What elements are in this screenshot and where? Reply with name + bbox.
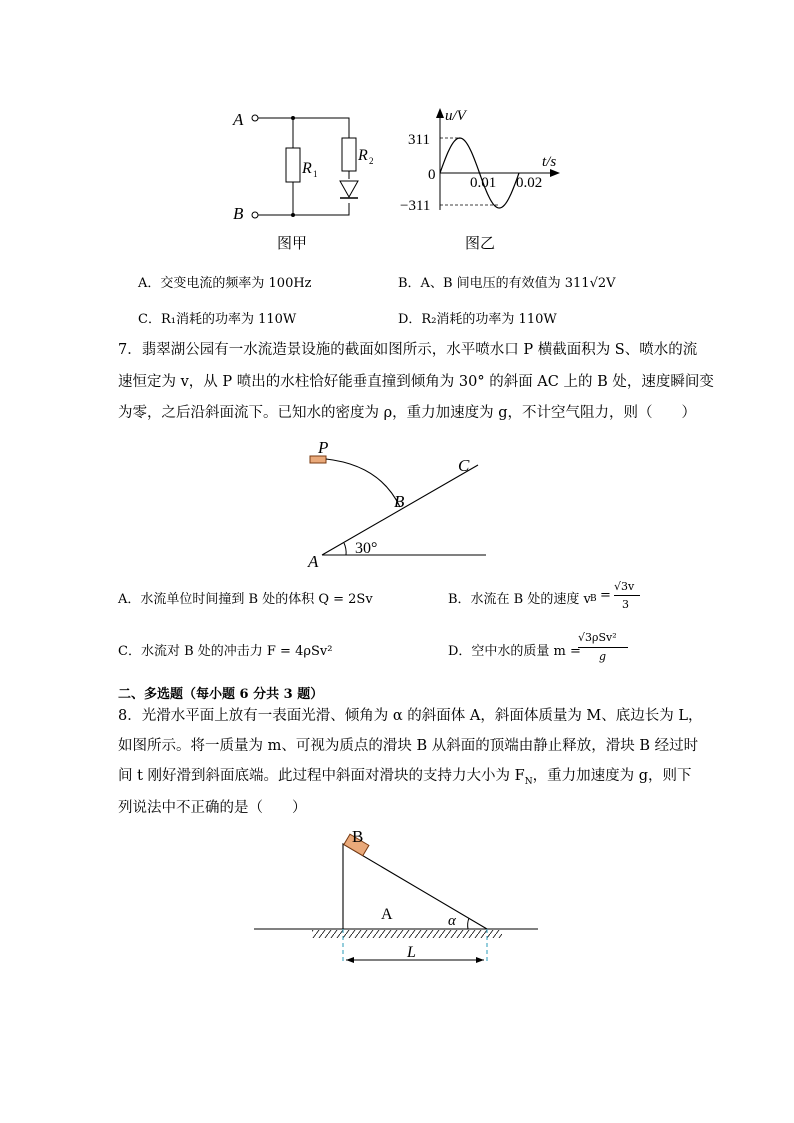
q7-option-d-numerator: √3ρSv²: [578, 631, 617, 644]
r1-subscript: 1: [313, 169, 318, 179]
q8-stem-line-3: [118, 764, 691, 795]
label-length-l: L: [407, 944, 416, 961]
x-tick-label-1: 0.01: [470, 175, 497, 191]
q6-option-d: D．R₂消耗的功率为 110W: [398, 312, 557, 327]
q6-option-c: C．R₁消耗的功率为 110W: [138, 312, 297, 327]
water-trajectory: [326, 459, 400, 507]
label-p: P: [318, 438, 329, 457]
terminal-b-label: B: [233, 204, 244, 223]
q8-stem-line-3-subscript: N: [524, 776, 533, 787]
diode-icon: [340, 181, 358, 197]
q7-option-b-text: B．水流在 B 处的速度 v: [448, 592, 591, 607]
figure-caption-a: 图甲: [277, 234, 308, 252]
terminal-a: [252, 115, 258, 121]
label-wedge-a: A: [381, 906, 393, 923]
q7-option-b-denominator: 3: [622, 598, 629, 611]
resistor-r2: [342, 138, 356, 171]
x-axis-label: t/s: [542, 154, 557, 170]
y-axis-label: u/V: [445, 108, 466, 124]
q7-stem-line-3: 为零，之后沿斜面流下。已知水的密度为 ρ，重力加速度为 g，不计空气阻力，则（ ）: [118, 405, 697, 421]
x-axis-arrow-icon: [550, 169, 560, 177]
x-tick-label-2: 0.02: [516, 175, 543, 191]
q7-stem-line-2: 速恒定为 v，从 P 喷出的水柱恰好能垂直撞到倾角为 30° 的斜面 AC 上的 B 处，速度瞬间变: [118, 374, 714, 390]
q7-option-c: C．水流对 B 处的冲击力 F = 4ρSv²: [118, 644, 333, 659]
y-min-label: −311: [400, 198, 431, 214]
q7-option-b-numerator: √3v: [614, 580, 635, 593]
section-heading: 二、多选题（每小题 6 分共 3 题）: [118, 687, 324, 702]
y-axis-arrow-icon: [436, 108, 444, 118]
q7-option-a: A．水流单位时间撞到 B 处的体积 Q = 2Sv: [118, 592, 373, 607]
q7-option-b-subscript: B: [590, 594, 597, 604]
q7-option-d-denominator: g: [599, 650, 607, 663]
r2-subscript: 2: [369, 156, 374, 166]
q6-option-a: A．交变电流的频率为 100Hz: [138, 276, 312, 291]
floor-hatching: [312, 930, 502, 938]
label-c: C: [458, 456, 470, 475]
label-a: A: [308, 552, 319, 571]
angle-label: 30°: [355, 540, 378, 557]
q8-stem-line-3-text: 间 t 刚好滑到斜面底端。此过程中斜面对滑块的支持力大小为 F: [118, 768, 525, 784]
q8-incline-diagram: [250, 822, 542, 970]
wedge-a: [343, 844, 487, 929]
nozzle-p: [310, 456, 326, 463]
label-alpha: α: [448, 913, 456, 929]
circuit-diagram: [230, 105, 374, 225]
q6-option-b: B．A、B 间电压的有效值为 311√2V: [398, 276, 616, 291]
y-max-label: 311: [408, 132, 430, 148]
resistor-r1: [286, 148, 300, 182]
y-zero-label: 0: [428, 167, 436, 183]
q8-stem-line-1: 8．光滑水平面上放有一表面光滑、倾角为 α 的斜面体 A，斜面体质量为 M、底边长为 L，: [118, 708, 703, 724]
terminal-b: [252, 212, 258, 218]
q8-stem-line-3-end: ，重力加速度为 g，则下: [532, 768, 692, 784]
terminal-a-label: A: [233, 110, 244, 129]
label-b: B: [394, 492, 405, 511]
r1-label: R: [302, 160, 312, 177]
q8-stem-line-2: 如图所示。将一质量为 m、可视为质点的滑块 B 从斜面的顶端由静止释放，滑块 B 经过时: [118, 738, 699, 754]
q7-option-b-equals: =: [600, 588, 611, 603]
label-block-b: B: [352, 827, 364, 846]
q7-stem-line-1: 7．翡翠湖公园有一水流造景设施的截面如图所示，水平喷水口 P 横截面积为 S、喷水的流: [118, 342, 698, 358]
figure-caption-b: 图乙: [465, 234, 496, 252]
voltage-waveform-graph: [398, 100, 568, 220]
r2-label: R: [358, 147, 368, 164]
q7-fountain-diagram: [300, 435, 500, 570]
q8-stem-line-4: 列说法中不正确的是（ ）: [118, 800, 307, 816]
q7-option-d-text: D．空中水的质量 m =: [448, 644, 581, 659]
